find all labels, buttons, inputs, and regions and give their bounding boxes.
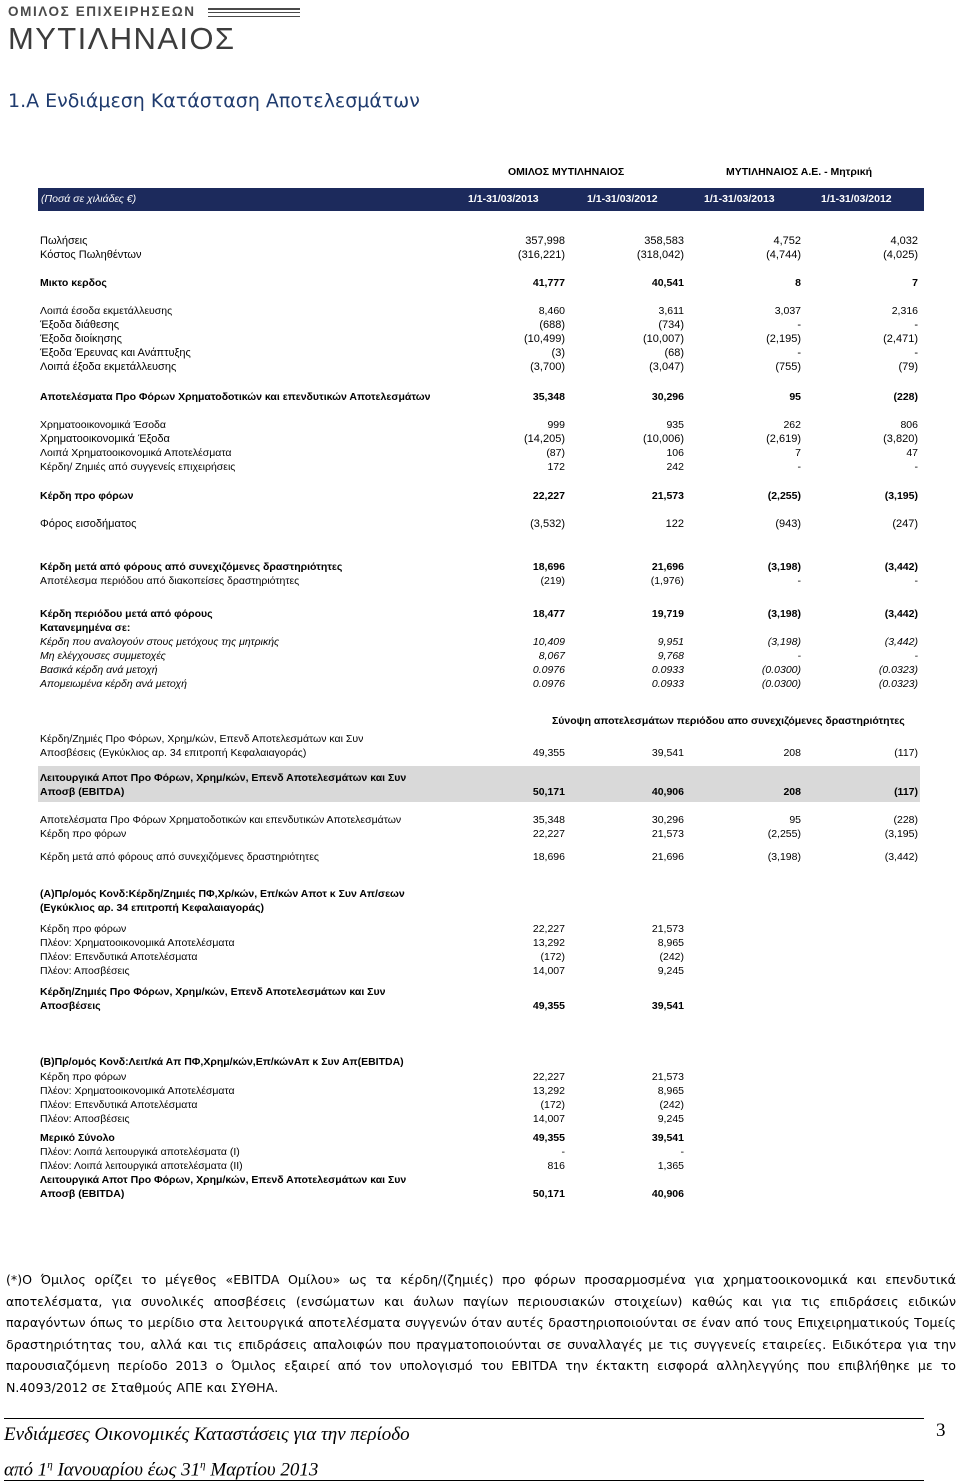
row-value: (117): [894, 786, 918, 798]
row-value: (0.0300): [761, 664, 801, 676]
table-row: [40, 561, 920, 576]
row-value: (10,499): [524, 333, 565, 345]
period-header: 1/1-31/03/2013: [468, 193, 539, 205]
row-value: 208: [783, 747, 801, 759]
table-row: [40, 622, 920, 637]
unit-label: (Ποσά σε χιλιάδες €): [41, 193, 137, 205]
row-value: 172: [547, 461, 565, 473]
table-row: [40, 447, 920, 462]
row-value: (4,744): [766, 249, 801, 261]
table-row: [40, 636, 920, 651]
group-column-header: ΟΜΙΛΟΣ ΜΥΤΙΛΗΝΑΙΟΣ: [508, 166, 625, 178]
table-row: [40, 347, 920, 362]
table-row: [40, 1188, 920, 1203]
row-value: (3,195): [884, 490, 918, 502]
row-value: 50,171: [532, 1188, 565, 1200]
row-value: 262: [783, 419, 801, 431]
row-label: Απομειωμένα κέρδη ανά μετοχή: [40, 678, 187, 690]
table-row: [40, 1132, 920, 1147]
footer-line-2: από $1^\eta$ Ιανουαρίου έως $31^\eta$ Μαρτίου 2013: [4, 1459, 319, 1481]
row-value: (2,619): [766, 433, 801, 445]
row-value: -: [914, 650, 918, 662]
table-row: [40, 965, 920, 980]
row-value: 22,227: [532, 828, 565, 840]
footer-period-text: [4, 1420, 410, 1484]
table-row: [40, 1160, 920, 1175]
row-value: 8,067: [538, 650, 565, 662]
row-value: 13,292: [532, 937, 565, 949]
row-label: Μη ελέγχουσες συμμετοχές: [40, 650, 166, 662]
row-value: (242): [659, 1099, 684, 1111]
row-value: 357,998: [525, 235, 565, 247]
row-value: (3,700): [530, 361, 565, 373]
row-value: (4,025): [883, 249, 918, 261]
row-value: 41,777: [532, 277, 565, 289]
table-row: [40, 902, 920, 917]
row-value: (2,255): [767, 490, 801, 502]
row-value: 8: [795, 277, 801, 289]
table-row: [40, 1056, 920, 1071]
footer-bottom-divider: [4, 1480, 924, 1481]
row-value: -: [914, 347, 918, 359]
row-value: (734): [658, 319, 684, 331]
row-value: (3,442): [884, 561, 918, 573]
table-row: [40, 786, 920, 801]
row-value: 1,365: [657, 1160, 684, 1172]
row-value: (2,255): [767, 828, 801, 840]
row-label: Κέρδη μετά από φόρους από συνεχιζόμενες δραστηριότητες: [40, 561, 343, 573]
row-value: 10,409: [532, 636, 565, 648]
row-label: Φόρος εισοδήματος: [40, 518, 137, 530]
row-label: Κέρδη προ φόρων: [40, 490, 134, 502]
table-row: [40, 235, 920, 250]
row-value: (14,205): [524, 433, 565, 445]
row-label: Χρηματοοικονομικά Έξοδα: [40, 433, 170, 445]
table-row: [40, 249, 920, 264]
row-value: 18,477: [532, 608, 565, 620]
row-value: (172): [540, 1099, 565, 1111]
row-label: Κέρδη που αναλογούν στους μετόχους της μητρικής: [40, 636, 280, 648]
row-value: 35,348: [532, 391, 565, 403]
row-label: Αποσβ (EBITDA): [40, 786, 125, 798]
row-value: (68): [664, 347, 684, 359]
row-value: 39,541: [651, 1000, 684, 1012]
row-label: Αποτελέσματα Προ Φόρων Χρηματοδοτικών και επενδυτικών Αποτελεσμάτων: [40, 814, 402, 826]
row-value: 49,355: [532, 1000, 565, 1012]
table-row: [40, 664, 920, 679]
row-label: Πλέον: Λοιπά λειτουργικά αποτελέσματα (ΙΙ): [40, 1160, 243, 1172]
row-value: (1,976): [650, 575, 684, 587]
table-row: [40, 433, 920, 448]
row-value: 39,541: [651, 1132, 684, 1144]
logo-group-text: ΟΜΙΛΟΣ ΕΠΙΧΕΙΡΗΣΕΩΝ: [8, 4, 196, 19]
row-value: -: [797, 461, 801, 473]
row-label: Λοιπά έσοδα εκμετάλλευσης: [40, 305, 173, 317]
row-value: 21,573: [651, 490, 684, 502]
row-value: (3,820): [883, 433, 918, 445]
logo-main-text: ΜΥΤΙΛΗΝΑΙΟΣ: [8, 21, 236, 56]
row-value: (2,195): [766, 333, 801, 345]
row-value: (3,198): [767, 608, 801, 620]
row-value: 8,965: [657, 1085, 684, 1097]
row-value: 0.0933: [651, 678, 684, 690]
row-value: -: [914, 319, 918, 331]
row-value: (3,442): [884, 608, 918, 620]
table-row: [40, 490, 920, 505]
table-row: [40, 888, 920, 903]
row-value: 3,611: [658, 305, 684, 317]
row-label: Πλέον: Αποσβέσεις: [40, 965, 130, 977]
row-value: 14,007: [532, 965, 565, 977]
row-label: Κέρδη/Ζημιές Προ Φόρων, Χρημ/κών, Επενδ Αποτελεσμάτων και Συν: [40, 986, 386, 998]
table-row: [40, 650, 920, 665]
row-value: 22,227: [532, 923, 565, 935]
row-label: (Α)Πρ/ομός Κονδ:Κέρδη/Ζημιές ΠΦ,Χρ/κών, Επ/κών Αποτ κ Συν Απ/σεων: [40, 888, 405, 900]
row-value: (228): [893, 814, 918, 826]
page-title: 1.Α Ενδιάμεση Κατάσταση Αποτελεσμάτων: [8, 90, 420, 112]
row-value: -: [797, 650, 801, 662]
footer-line-1: Ενδιάμεσες Οικονομικές Καταστάσεις για την περίοδο: [4, 1424, 410, 1445]
row-label: Πλέον: Επενδυτικά Αποτελέσματα: [40, 1099, 198, 1111]
table-row: [40, 518, 920, 533]
row-value: 49,355: [532, 747, 565, 759]
row-value: 9,951: [657, 636, 684, 648]
row-value: 9,245: [657, 965, 684, 977]
row-value: 40,541: [651, 277, 684, 289]
row-label: Πλέον: Επενδυτικά Αποτελέσματα: [40, 951, 198, 963]
row-label: Βασικά κέρδη ανά μετοχή: [40, 664, 158, 676]
row-value: 19,719: [651, 608, 684, 620]
row-value: (316,221): [517, 249, 565, 261]
row-label: Λοιπά Χρηματοοικονομικά Αποτελέσματα: [40, 447, 232, 459]
table-row: [40, 319, 920, 334]
row-value: (2,471): [883, 333, 918, 345]
table-row: [40, 461, 920, 476]
table-row: [40, 575, 920, 590]
row-value: 242: [666, 461, 684, 473]
row-value: 3,037: [774, 305, 801, 317]
parent-column-header: ΜΥΤΙΛΗΝΑΙΟΣ Α.Ε. - Μητρική: [726, 166, 873, 178]
row-label: Πωλήσεις: [40, 235, 88, 247]
row-value: 106: [666, 447, 684, 459]
row-value: 8,460: [538, 305, 565, 317]
table-row: [40, 305, 920, 320]
ebitda-footnote: (*)Ο Όμιλος ορίζει το μέγεθος «EBITDA Ομίλου» ως τα κέρδη/(ζημιές) προ φόρων προσαρμοσμένα για χρηματοοικονομικά και επενδυτικά αποτελέσματα, για συνολικές αποσβέσεις (ενσώματων και άυλων παγίων περιουσιακών στοιχείων) καθώς και για τις επιδράσεις ειδικών παραγόντων όπως το μερίδιο στα λειτουργικά αποτελέσματα συγγενών όταν αυτές δραστηριοποιούνται σε έναν από τους Επιχειρηματικούς Τομείς δραστηριότητας του, αλλά και τις επιδράσεις απαλοιφών που πραγματοποιούνται σε συναλλαγές με τις συγγενείς εταιρείες. Ειδικότερα για την παρουσιαζόμενη περίοδο 2013 ο Όμιλος εξαιρεί από τον υπολογισμό του EBITDA την έκτακτη εισφορά αλληλεγγύης που επιβλήθηκε με το Ν.4093/2012 σε Σταθμούς ΑΠΕ και ΣΥΘΗΑ.: [6, 1272, 956, 1395]
table-row: [40, 391, 920, 406]
table-row: [40, 419, 920, 434]
row-value: 122: [665, 518, 684, 530]
table-row: [40, 1146, 920, 1161]
row-value: 49,355: [532, 1132, 565, 1144]
row-value: 9,768: [657, 650, 684, 662]
period-header: 1/1-31/03/2012: [821, 193, 892, 205]
table-row: [40, 1113, 920, 1128]
row-label: Κέρδη προ φόρων: [40, 923, 127, 935]
row-value: (3,198): [767, 851, 801, 863]
table-row: [40, 747, 920, 762]
page-number: 3: [936, 1420, 946, 1441]
table-row: [40, 361, 920, 376]
table-row: [40, 1085, 920, 1100]
row-value: 4,752: [773, 235, 801, 247]
footer-divider: [4, 1418, 924, 1419]
row-value: 8,965: [657, 937, 684, 949]
row-value: 0.0976: [532, 678, 565, 690]
row-value: (219): [540, 575, 565, 587]
row-value: 4,032: [890, 235, 918, 247]
row-value: (3,442): [884, 851, 918, 863]
row-value: 95: [789, 814, 801, 826]
row-value: 806: [900, 419, 918, 431]
row-value: 21,573: [651, 828, 684, 840]
row-label: Κέρδη μετά από φόρους από συνεχιζόμενες δραστηριότητες: [40, 851, 319, 863]
row-label: Πλέον: Λοιπά λειτουργικά αποτελέσματα (Ι): [40, 1146, 240, 1158]
summary-header: Σύνοψη αποτελεσμάτων περιόδου απο συνεχιζόμενες δραστηριότητες: [552, 715, 905, 727]
row-value: (0.0323): [878, 664, 918, 676]
table-row: [40, 1099, 920, 1114]
row-value: (0.0300): [761, 678, 801, 690]
table-row: [40, 951, 920, 966]
row-label: Χρηματοοικονομικά Έσοδα: [40, 419, 166, 431]
row-label: Λοιπά έξοδα εκμετάλλευσης: [40, 361, 177, 373]
row-value: 9,245: [657, 1113, 684, 1125]
row-value: 22,227: [532, 490, 565, 502]
row-label: Αποσβέσεις (Εγκύκλιος αρ. 34 επιτροπή Κεφαλαιαγοράς): [40, 747, 307, 759]
row-value: (242): [659, 951, 684, 963]
row-value: 7: [912, 277, 918, 289]
row-value: -: [797, 347, 801, 359]
row-value: 7: [795, 447, 801, 459]
row-label: Κατανεμημένα σε:: [40, 622, 131, 634]
row-value: 21,573: [651, 1071, 684, 1083]
row-value: 40,906: [651, 786, 684, 798]
row-value: 816: [547, 1160, 565, 1172]
row-label: Πλέον: Αποσβέσεις: [40, 1113, 130, 1125]
table-row: [40, 772, 920, 787]
row-label: Αποτέλεσμα περιόδου από διακοπείσες δραστηριότητες: [40, 575, 300, 587]
row-label: (Β)Πρ/ομός Κονδ:Λειτ/κά Απ ΠΦ,Χρημ/κών,Επ/κώνΑπ κ Συν Απ(EBITDA): [40, 1056, 404, 1068]
row-value: (3,198): [767, 636, 801, 648]
row-value: 935: [666, 419, 684, 431]
row-value: (10,007): [643, 333, 684, 345]
row-value: 21,573: [651, 923, 684, 935]
table-row: [40, 333, 920, 348]
table-row: [40, 937, 920, 952]
row-label: Έξοδα διάθεσης: [40, 319, 120, 331]
table-row: [40, 277, 920, 292]
row-value: (943): [775, 518, 801, 530]
row-value: (87): [546, 447, 565, 459]
row-value: 358,583: [644, 235, 684, 247]
row-value: -: [561, 1146, 565, 1158]
row-value: -: [914, 575, 918, 587]
row-label: Κόστος Πωληθέντων: [40, 249, 142, 261]
row-label: Μικτο κερδος: [40, 277, 107, 289]
table-row: [40, 678, 920, 693]
table-row: [40, 1071, 920, 1086]
row-value: (3,195): [884, 828, 918, 840]
row-value: (318,042): [636, 249, 684, 261]
row-label: Λειτουργικά Αποτ Προ Φόρων, Χρημ/κών, Επενδ Αποτελεσμάτων και Συν: [40, 772, 407, 784]
row-value: (0.0323): [878, 678, 918, 690]
row-value: 21,696: [651, 851, 684, 863]
row-value: 35,348: [532, 814, 565, 826]
row-value: (10,006): [643, 433, 684, 445]
row-value: -: [914, 461, 918, 473]
period-header-bar: [38, 188, 924, 211]
table-row: [40, 851, 920, 866]
row-value: (688): [539, 319, 565, 331]
row-label: Κέρδη/ Ζημιές από συγγενείς επιχειρήσεις: [40, 461, 236, 473]
row-value: 30,296: [651, 391, 684, 403]
table-row: [40, 733, 920, 748]
period-header: 1/1-31/03/2013: [704, 193, 775, 205]
row-value: 18,696: [532, 851, 565, 863]
row-label: Κέρδη προ φόρων: [40, 1071, 127, 1083]
row-value: -: [680, 1146, 684, 1158]
table-row: [40, 923, 920, 938]
row-value: -: [797, 319, 801, 331]
row-value: 47: [906, 447, 918, 459]
row-value: (755): [775, 361, 801, 373]
table-row: [40, 608, 920, 623]
row-label: Αποσβέσεις: [40, 1000, 101, 1012]
row-value: 208: [783, 786, 801, 798]
row-label: Αποσβ (EBITDA): [40, 1188, 125, 1200]
table-row: [40, 1000, 920, 1015]
row-label: Έξοδα Έρευνας και Ανάπτυξης: [40, 347, 191, 359]
row-label: Αποτελέσματα Προ Φόρων Χρηματοδοτικών και επενδυτικών Αποτελεσμάτων: [40, 391, 431, 403]
row-label: Μερικό Σύνολο: [40, 1132, 115, 1144]
row-value: 18,696: [532, 561, 565, 573]
row-label: Κέρδη/Ζημιές Προ Φόρων, Χρημ/κών, Επενδ Αποτελεσμάτων και Συν: [40, 733, 364, 745]
row-value: 30,296: [651, 814, 684, 826]
row-value: 14,007: [532, 1113, 565, 1125]
row-value: 0.0933: [651, 664, 684, 676]
row-value: (3,047): [649, 361, 684, 373]
row-value: (3,532): [530, 518, 565, 530]
table-row: [40, 814, 920, 829]
row-value: (172): [540, 951, 565, 963]
row-label: Έξοδα διοίκησης: [40, 333, 122, 345]
row-value: 95: [789, 391, 801, 403]
row-value: 39,541: [651, 747, 684, 759]
row-label: Πλέον: Χρηματοοικονομικά Αποτελέσματα: [40, 937, 235, 949]
row-value: (79): [898, 361, 918, 373]
row-value: 22,227: [532, 1071, 565, 1083]
row-value: (247): [892, 518, 918, 530]
row-value: 13,292: [532, 1085, 565, 1097]
row-label: Κέρδη περιόδου μετά από φόρους: [40, 608, 213, 620]
row-value: 40,906: [651, 1188, 684, 1200]
row-value: (3,198): [767, 561, 801, 573]
row-value: (3,442): [884, 636, 918, 648]
row-value: (228): [893, 391, 918, 403]
row-label: Κέρδη προ φόρων: [40, 828, 127, 840]
table-row: [40, 1174, 920, 1189]
row-label: Λειτουργικά Αποτ Προ Φόρων, Χρημ/κών, Επενδ Αποτελεσμάτων και Συν: [40, 1174, 407, 1186]
row-label: Πλέον: Χρηματοοικονομικά Αποτελέσματα: [40, 1085, 235, 1097]
row-label: (Εγκύκλιος αρ. 34 επιτροπή Κεφαλαιαγοράς): [40, 902, 264, 914]
row-value: -: [797, 575, 801, 587]
row-value: 50,171: [532, 786, 565, 798]
row-value: (117): [894, 747, 918, 759]
row-value: 0.0976: [532, 664, 565, 676]
row-value: 2,316: [891, 305, 918, 317]
row-value: (3): [551, 347, 565, 359]
row-value: 21,696: [651, 561, 684, 573]
table-row: [40, 986, 920, 1001]
period-header: 1/1-31/03/2012: [587, 193, 658, 205]
table-row: [40, 828, 920, 843]
row-value: 999: [547, 419, 565, 431]
